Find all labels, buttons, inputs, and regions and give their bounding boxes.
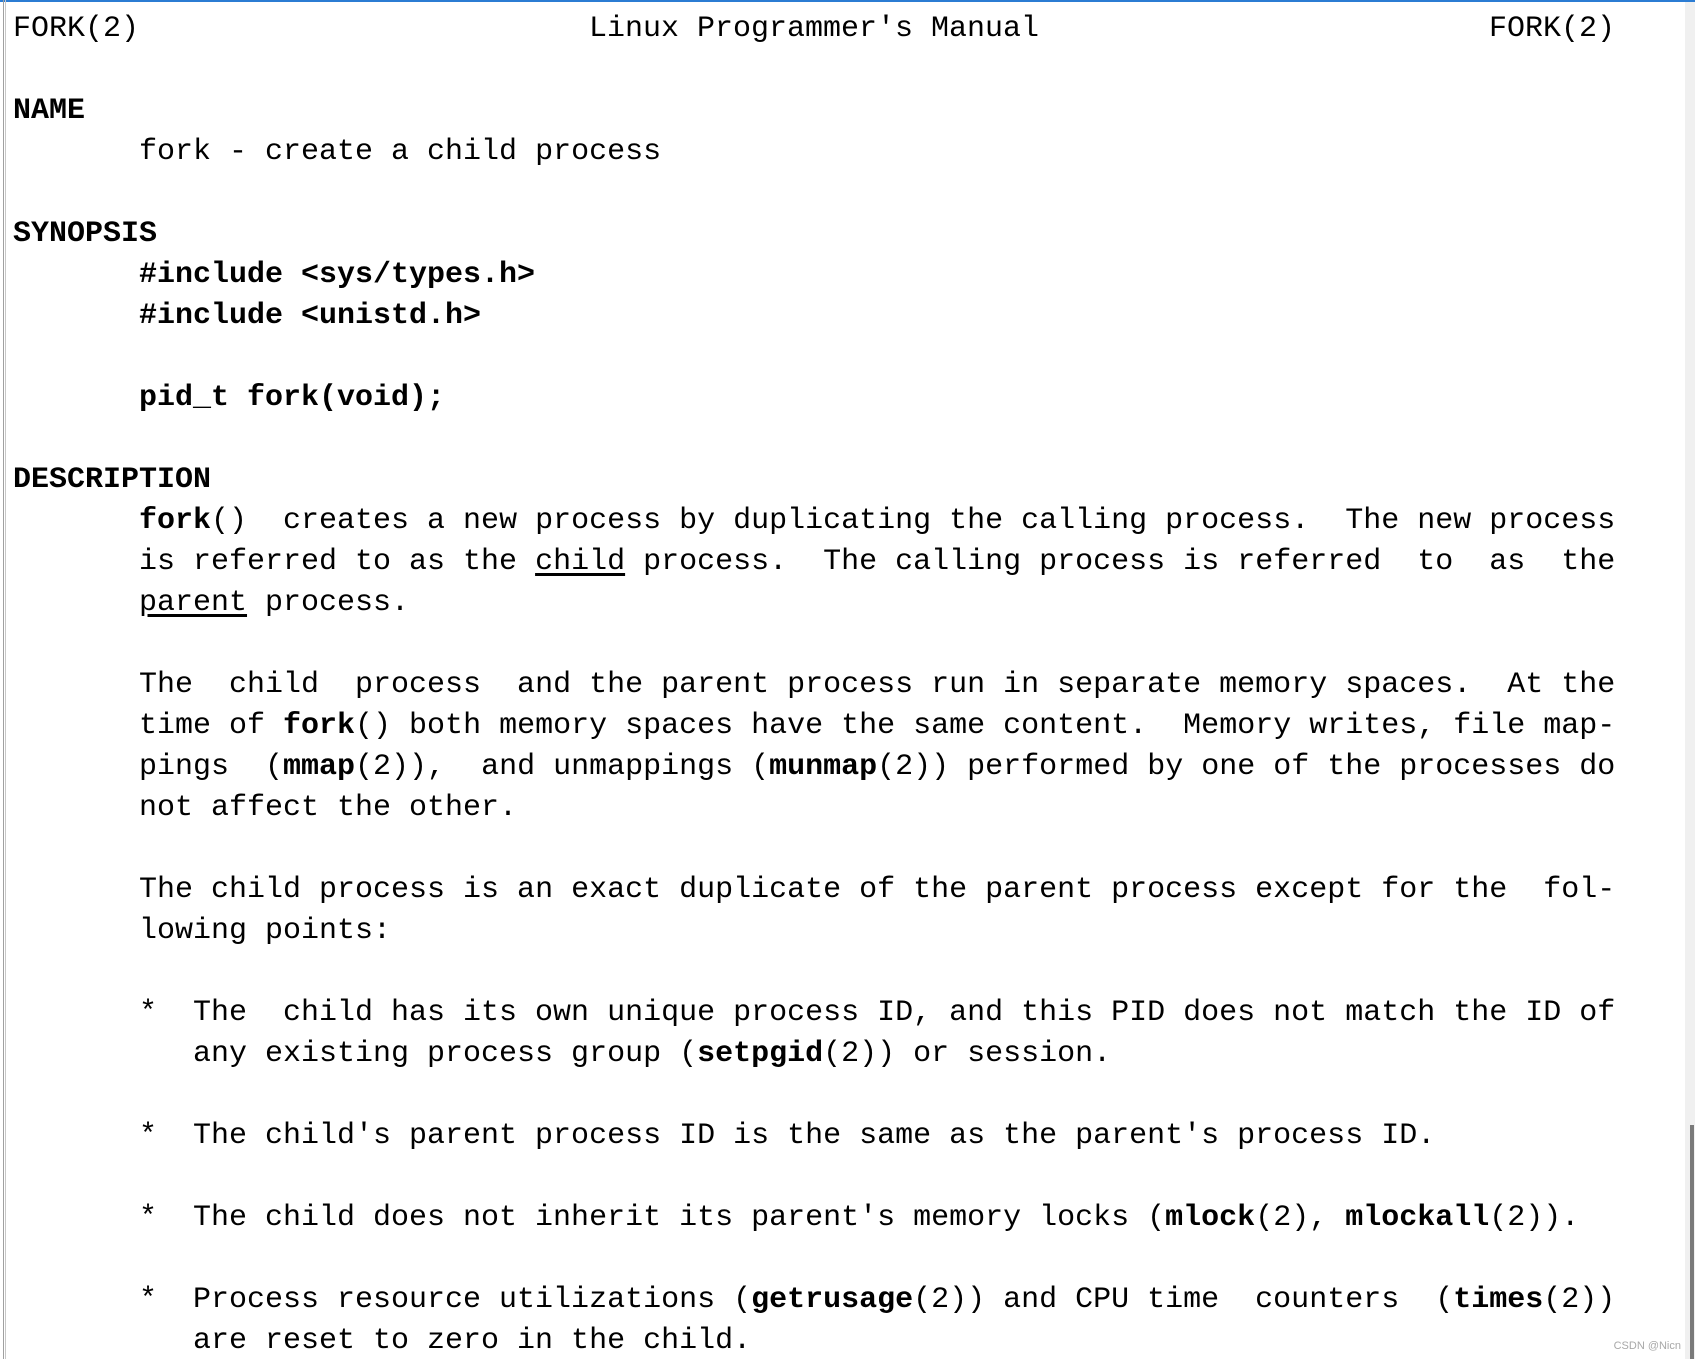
text-segment: lowing points: [139,914,392,948]
bullet-item [139,1198,1633,1239]
text-line [139,747,1633,788]
bullet-text [193,1280,1615,1362]
text-line [193,1280,1615,1321]
text-segment: pings ( [139,750,284,784]
text-line [193,1198,1579,1239]
bold-term: times [1453,1283,1544,1317]
text-segment: (2)) performed by one of the processes do [877,750,1616,784]
bold-term: pid_t fork(void); [139,381,446,415]
bold-term: mlockall [1345,1201,1490,1235]
text-line [193,993,1615,1034]
text-segment: fork - create a child process [139,135,662,169]
text-segment: () creates a new process by duplicating the calling process. The new process [211,504,1616,538]
section-heading: SYNOPSIS [13,217,158,251]
bold-term: getrusage [751,1283,914,1317]
bullet-item [139,1280,1633,1362]
paragraph [139,255,1633,337]
bold-term: fork [139,504,212,538]
bold-term: mlock [1165,1201,1256,1235]
underlined-term: parent [139,586,248,620]
paragraph [139,501,1633,624]
bold-term: setpgid [697,1037,824,1071]
text-segment: The child's parent process ID is the same as the parent's process ID. [193,1119,1436,1153]
section-synopsis [13,214,1633,419]
section-heading: DESCRIPTION [13,463,212,497]
window-top-border [0,0,1695,2]
bullet-text [193,1198,1579,1239]
header-title: Linux Programmer's Manual [588,12,1040,46]
text-line [139,501,1633,542]
paragraph [139,378,1633,419]
text-segment: process. The calling process is referred to as the [625,545,1616,579]
watermark: CSDN @Nicn [1613,1340,1681,1352]
bullet-marker: * [139,1119,158,1153]
text-segment: (2)) or session. [823,1037,1112,1071]
text-line [139,132,1633,173]
text-line [139,255,1633,296]
text-line [139,911,1633,952]
bullet-text [193,993,1615,1075]
window-left-border [3,0,6,1359]
man-header [13,9,1615,50]
text-segment: (2)). [1489,1201,1580,1235]
text-segment: process. [247,586,410,620]
text-segment: time of [139,709,284,743]
text-segment: (2), [1255,1201,1346,1235]
text-segment: any existing process group ( [193,1037,698,1071]
scrollbar-thumb[interactable] [1690,1125,1694,1359]
section-description [13,460,1633,1362]
bold-term: #include <unistd.h> [139,299,482,333]
text-line [193,1034,1615,1075]
text-line [139,296,1633,337]
bullet-text [193,1116,1435,1157]
text-line [193,1116,1435,1157]
paragraph [139,870,1633,952]
text-segment: Process resource utilizations ( [193,1283,752,1317]
text-segment: The child process and the parent process run in separate memory spaces. At the [139,668,1616,702]
header-left: FORK(2) [13,12,140,46]
bullet-marker: * [139,1283,158,1317]
text-line [139,378,1633,419]
text-line [139,665,1633,706]
bold-term: fork [283,709,356,743]
section-heading: NAME [13,94,86,128]
bullet-item [139,993,1633,1075]
paragraph [139,665,1633,829]
bullet-marker: * [139,996,158,1030]
bold-term: munmap [769,750,878,784]
text-segment: () both memory spaces have the same content. Memory writes, file map- [355,709,1616,743]
text-line [139,788,1633,829]
bullet-marker: * [139,1201,158,1235]
bullet-item [139,1116,1633,1157]
man-page [13,9,1633,1362]
text-line [139,870,1633,911]
text-segment: (2)) [1543,1283,1616,1317]
section-name [13,91,1633,173]
text-line [139,542,1633,583]
text-line [193,1321,1615,1362]
text-segment: is referred to as the [139,545,536,579]
text-line [139,583,1633,624]
header-right: FORK(2) [1488,12,1615,46]
man-sections [13,91,1633,1362]
paragraph [139,132,1633,173]
text-line [139,706,1633,747]
bold-term: mmap [283,750,356,784]
text-segment: The child does not inherit its parent's memory locks ( [193,1201,1166,1235]
text-segment: The child process is an exact duplicate of the parent process except for the fol- [139,873,1616,907]
text-segment: (2)), and unmappings ( [355,750,770,784]
underlined-term: child [535,545,626,579]
text-segment: are reset to zero in the child. [193,1324,752,1358]
text-segment: (2)) and CPU time counters ( [913,1283,1454,1317]
bold-term: #include <sys/types.h> [139,258,536,292]
text-segment: The child has its own unique process ID, and this PID does not match the ID of [193,996,1616,1030]
text-segment: not affect the other. [139,791,518,825]
